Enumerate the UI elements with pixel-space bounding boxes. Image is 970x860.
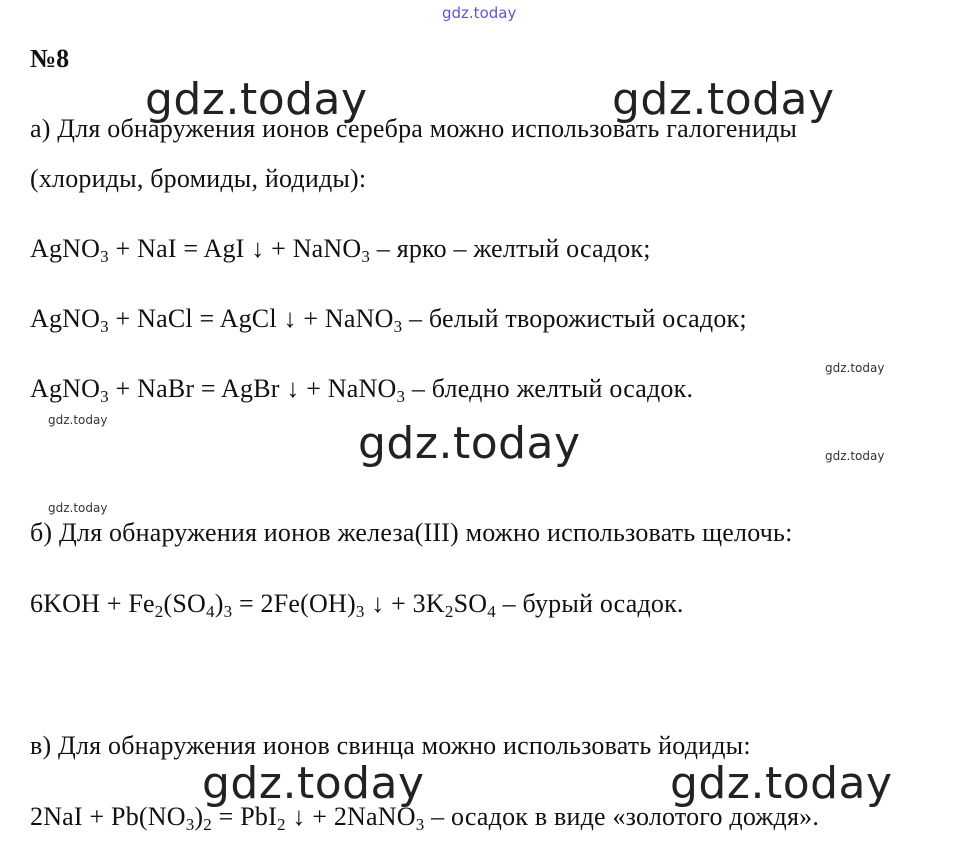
equation-agbr: AgNO$_3$ + NaBr = AgBr ↓ + NaNO$_3$ – бледно желтый осадок. (30, 374, 694, 406)
section-a-intro-line1: а) Для обнаружения ионов серебра можно использовать галогениды (30, 114, 797, 143)
section-b-intro: б) Для обнаружения ионов железа(III) можно использовать щелочь: (30, 518, 793, 547)
watermark-big: gdz.today (145, 74, 368, 125)
watermark-small: gdz.today (48, 501, 108, 515)
section-c-intro: в) Для обнаружения ионов свинца можно использовать йодиды: (30, 731, 751, 760)
section-a-intro-line2: (хлориды, бромиды, йодиды): (30, 164, 367, 193)
problem-number: №8 (30, 44, 70, 73)
watermark-big: gdz.today (202, 758, 425, 809)
watermark-big: gdz.today (358, 418, 581, 469)
watermark-top: gdz.today (442, 4, 517, 22)
equation-agcl: AgNO$_3$ + NaCl = AgCl ↓ + NaNO$_3$ – белый творожистый осадок; (30, 304, 747, 336)
watermark-big: gdz.today (670, 758, 893, 809)
watermark-big: gdz.today (612, 74, 835, 125)
equation-feoh3: $6KOH + Fe_2(SO_4)_3 = 2Fe(OH)_3$ ↓ + $3K_2SO_4$ – бурый осадок. (30, 589, 684, 621)
watermark-small: gdz.today (825, 449, 885, 463)
watermark-small: gdz.today (48, 413, 108, 427)
equation-agi: AgNO$_3$ + NaI = AgI ↓ + NaNO$_3$ – ярко – желтый осадок; (30, 234, 651, 266)
watermark-small: gdz.today (825, 361, 885, 375)
equation-pbi2: $2NaI + Pb(NO_3)_2 = PbI_2$ ↓ + 2NaNO$_3$ – осадок в виде «золотого дождя». (30, 802, 820, 834)
